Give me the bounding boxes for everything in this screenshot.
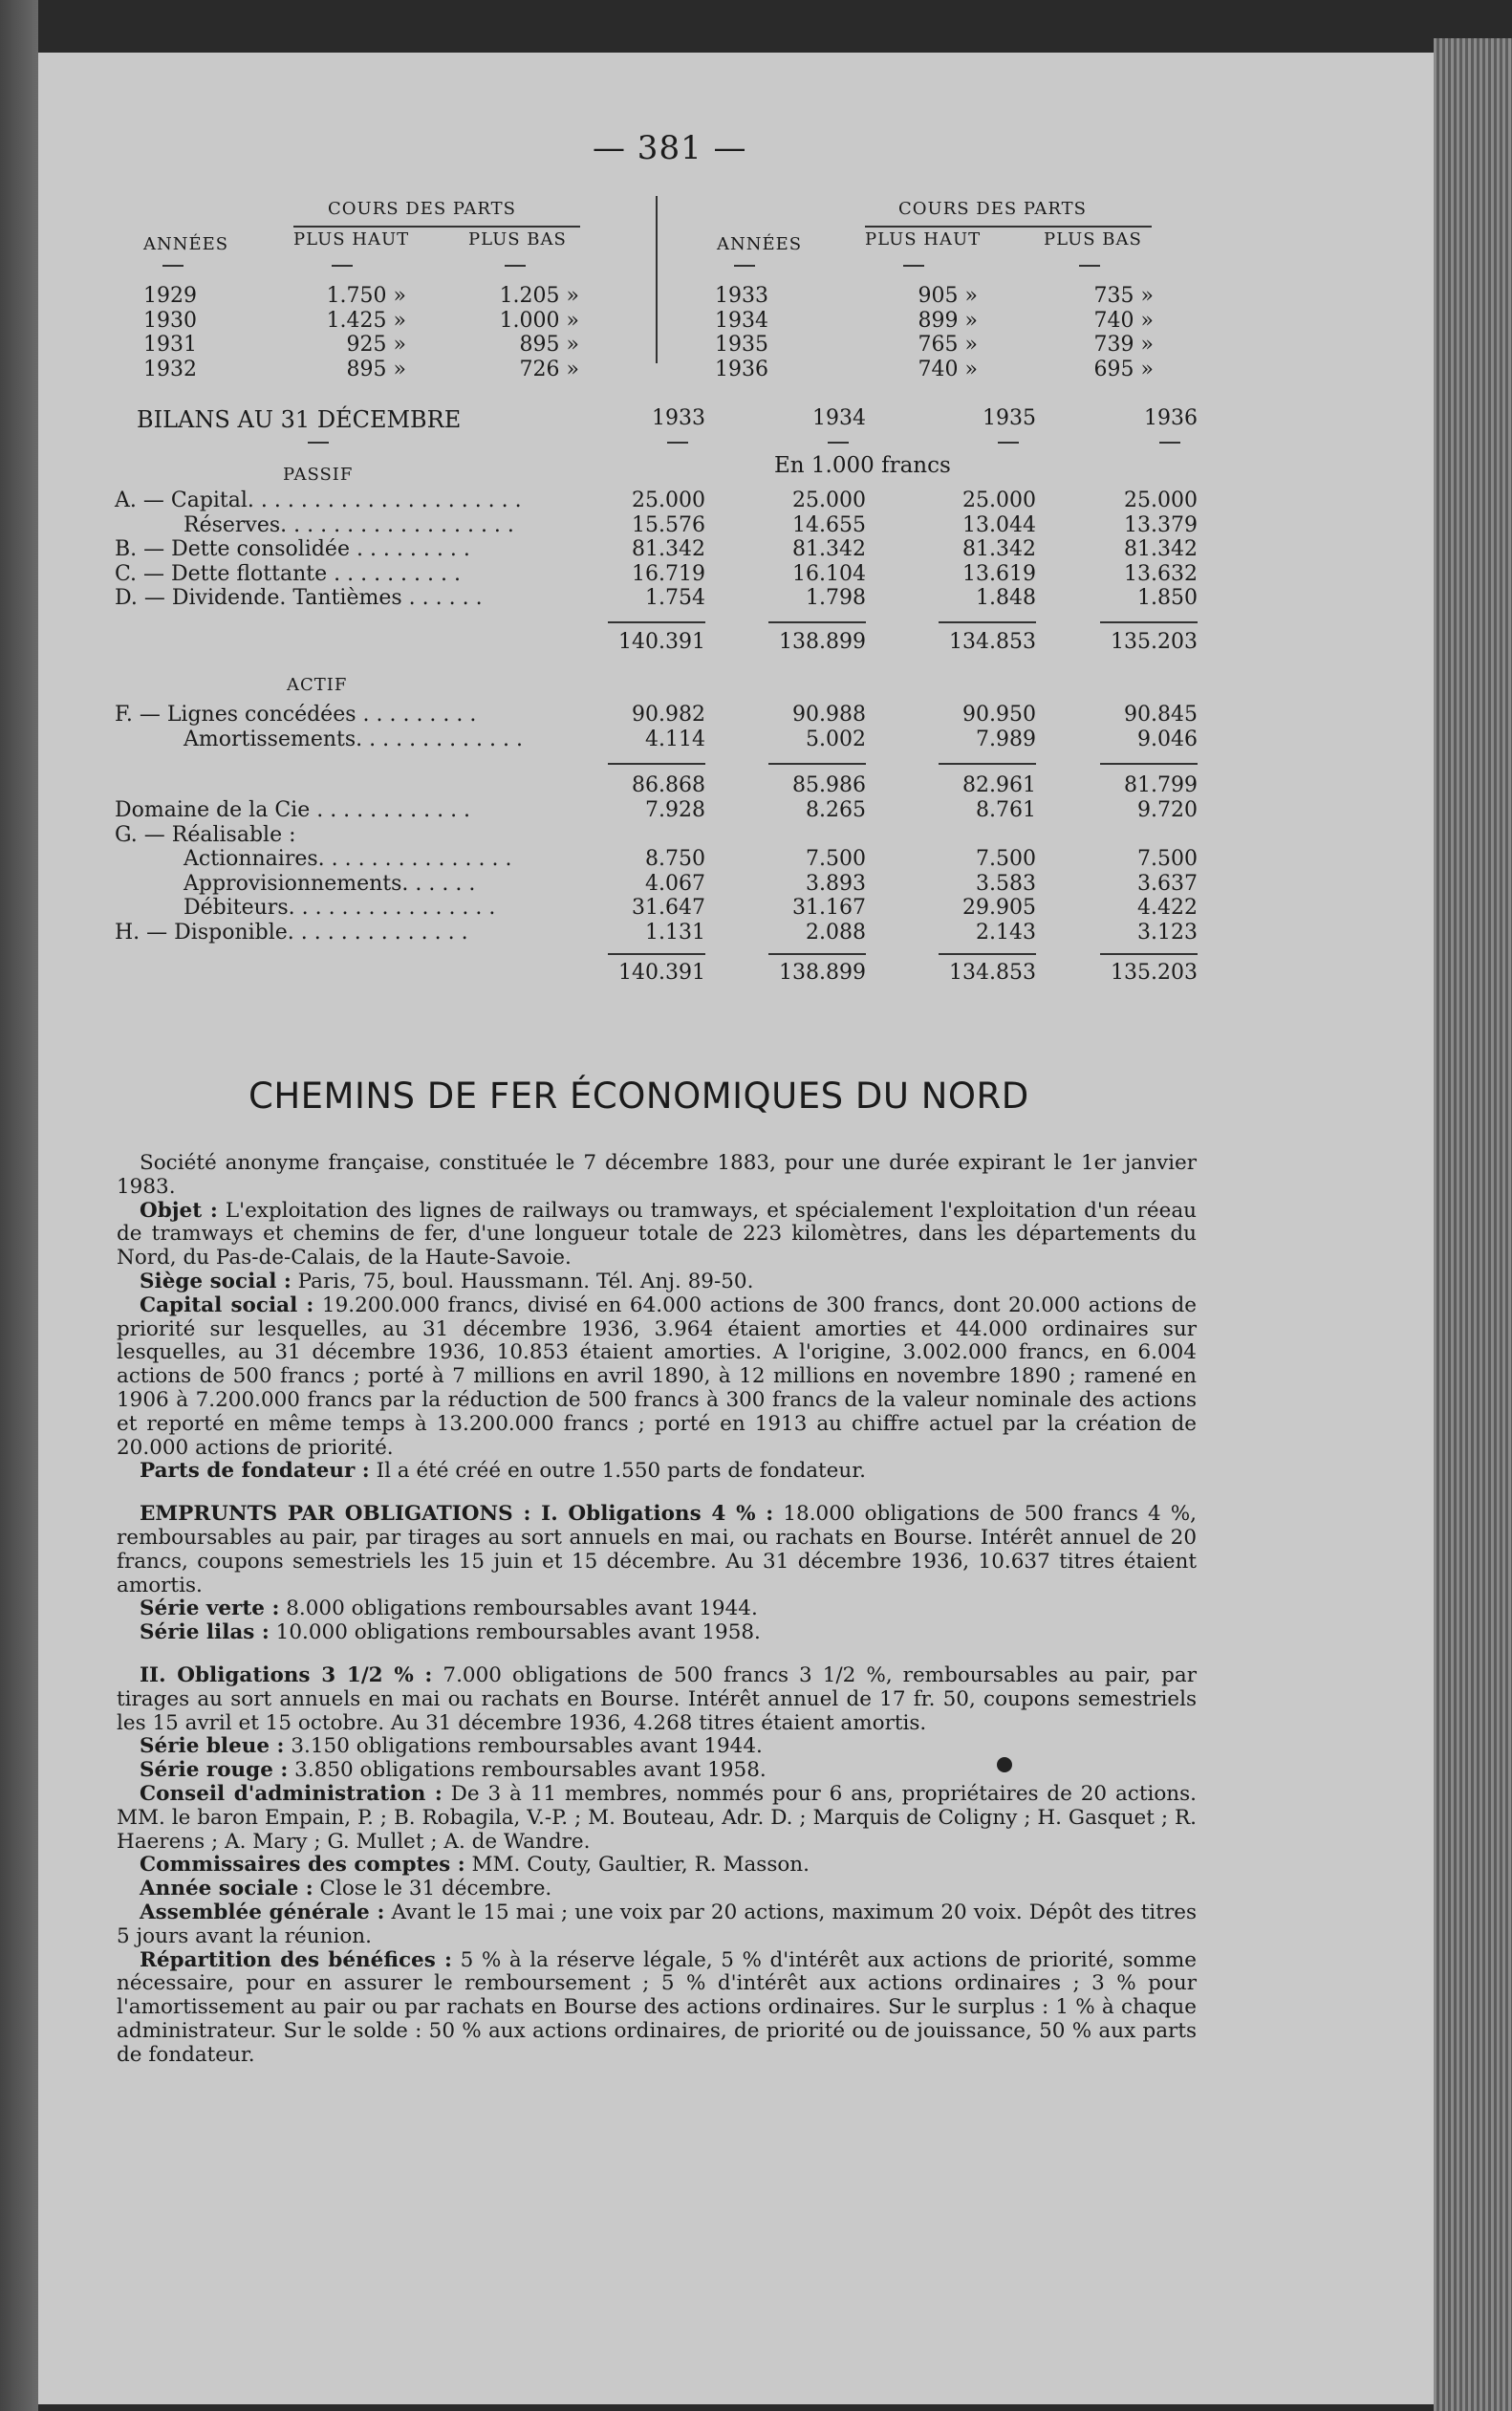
row-value: 9.046 [1137,727,1198,751]
passif-total: 138.899 [779,630,866,654]
price-low: 695 » [1093,357,1154,381]
company-title: CHEMINS DE FER ÉCONOMIQUES DU NORD [248,1075,1029,1117]
paragraph-text: De 3 à 11 membres, nommés pour 6 ans, propriétaires de 20 actions. MM. le baron Empain, P. ; B. Robagila, V.-P. ; M. Bouteau, Adr. D. ; Marquis de Coligny ; H. Gasquet ; R. Haerens ; A. Mary ; G. Mullet ; A. de Wandre. [117,1781,1197,1854]
header-dash [734,265,755,267]
paragraph-text: 3.850 obligations remboursables avant 1958. [288,1758,767,1783]
sum-rule [939,621,1036,623]
actif-total: 138.899 [779,961,866,985]
price-year: 1932 [143,357,197,381]
price-low: 726 » [519,357,579,381]
paragraph-text: Close le 31 décembre. [313,1877,552,1901]
row-value: 25.000 [792,489,866,512]
price-high: 765 » [918,333,978,357]
sum-rule [768,763,866,765]
paragraph [117,1597,1197,1621]
row-value: 8.761 [976,798,1036,822]
col-header-high: PLUS HAUT [293,229,410,250]
row-value: 7.989 [976,727,1036,751]
paragraph-text: 10.000 obligations remboursables avant 1958. [269,1620,761,1645]
row-value: 90.982 [632,703,705,727]
page-spot [997,1757,1012,1772]
year-dash [1159,442,1180,444]
paragraph-lead: EMPRUNTS PAR OBLIGATIONS : I. Obligations 4 % : [140,1502,774,1527]
paragraph-lead: Répartition des bénéfices : [140,1947,452,1972]
row-label: Domaine de la Cie . . . . . . . . . . . . [115,798,471,822]
price-group-header: COURS DES PARTS [898,199,1087,219]
row-value: 7.928 [645,798,705,822]
row-value: 31.167 [792,896,866,920]
price-high: 899 » [918,308,978,333]
row-value: 13.632 [1124,561,1198,586]
sum-rule [939,763,1036,765]
price-high: 1.750 » [326,284,406,308]
price-year: 1935 [715,333,768,357]
paragraph-text: 5 % à la réserve légale, 5 % d'intérêt aux actions de priorité, somme nécessaire, pour en assurer le remboursement ; 5 % d'intérêt aux actions ordinaires ; 3 % pour l'amortissement au pair ou par rachats en Bourse des actions ordinaires. Sur le surplus : 1 % à chaque administrateur. Sur le solde : 50 % aux actions ordinaires, de priorité ou de jouissance, 50 % aux parts de fondateur. [117,1947,1197,2067]
year-dash [667,442,688,444]
sum-rule [608,621,705,623]
row-value: 1.850 [1137,586,1198,610]
paragraph [117,1152,1197,1200]
col-header-year: ANNÉES [143,234,229,254]
bilans-title: BILANS AU 31 DÉCEMBRE [137,406,462,433]
row-value: 25.000 [1124,489,1198,512]
row-label: Réserves. . . . . . . . . . . . . . . . . . [184,512,514,537]
paragraph-text: Il a été créé en outre 1.550 parts de fondateur. [369,1459,866,1484]
paragraph [117,1949,1197,2068]
book-gutter [0,0,38,2411]
row-value: 7.500 [806,847,866,871]
row-value: 3.893 [806,871,866,896]
paragraph [117,1878,1197,1901]
row-label: Approvisionnements. . . . . . [184,871,476,896]
row-value: 4.067 [645,871,705,896]
paragraph-lead: Assemblée générale : [140,1900,385,1924]
passif-header: PASSIF [283,465,354,485]
year-header: 1933 [652,406,705,430]
paragraph-lead: Année sociale : [140,1877,313,1901]
paragraph [117,1460,1197,1484]
row-value: 90.845 [1124,703,1198,727]
row-value: 8.750 [645,847,705,871]
paragraph [117,1854,1197,1878]
row-value: 2.088 [806,920,866,945]
sum-rule [939,953,1036,955]
paragraph-text: Avant le 15 mai ; une voix par 20 actions, maximum 20 voix. Dépôt des titres 5 jours avant la réunion. [117,1900,1197,1948]
row-value: 8.265 [806,798,866,822]
row-value: 25.000 [962,489,1036,512]
paragraph [117,1503,1197,1597]
header-dash [1079,265,1100,267]
paragraph-text: MM. Couty, Gaultier, R. Masson. [464,1853,810,1878]
paragraph-lead: Série rouge : [140,1758,289,1783]
row-label: D. — Dividende. Tantièmes . . . . . . [115,586,483,610]
sum-rule [1100,953,1198,955]
sum-rule [608,763,705,765]
price-low: 740 » [1093,308,1154,333]
paragraph-text: 7.000 obligations de 500 francs 3 1/2 %, remboursables au pair, par tirages au sort annuels en mai ou rachats en Bourse. Intérêt annuel de 17 fr. 50, coupons semestriels les 15 avril et 15 octobre. Au 31 décembre 1936, 4.268 titres étaient amortis. [117,1662,1197,1735]
row-value: 3.637 [1137,871,1198,896]
paragraph [117,1664,1197,1735]
price-year: 1929 [143,284,197,308]
unit-label: En 1.000 francs [774,453,951,478]
col-header-high: PLUS HAUT [865,229,982,250]
paragraph [117,1271,1197,1294]
paragraph-lead: Objet : [140,1198,218,1223]
row-value: 1.754 [645,586,705,610]
paragraph-lead: Siège social : [140,1269,292,1293]
price-low: 1.205 » [499,284,579,308]
paragraph-lead: Série verte : [140,1596,280,1621]
page-edges [1434,38,1512,2411]
row-label: Actionnaires. . . . . . . . . . . . . . . [184,847,512,871]
actif-subtotal: 81.799 [1124,773,1198,797]
price-low: 735 » [1093,284,1154,308]
row-value: 2.143 [976,920,1036,945]
price-year: 1936 [715,357,768,381]
price-group-header: COURS DES PARTS [328,199,516,219]
row-value: 31.647 [632,896,705,920]
price-high: 740 » [918,357,978,381]
paragraph [117,1200,1197,1271]
actif-total: 134.853 [949,961,1036,985]
paragraph-lead: Série bleue : [140,1734,285,1759]
price-low: 1.000 » [499,308,579,333]
row-value: 81.342 [632,537,705,561]
header-dash [332,265,353,267]
paragraph-text: 3.150 obligations remboursables avant 1944. [284,1734,763,1759]
row-value: 15.576 [632,512,705,537]
paragraph [117,1901,1197,1949]
sum-rule [768,953,866,955]
paragraph-lead: Série lilas : [140,1620,270,1645]
row-label: G. — Réalisable : [115,822,296,847]
row-value: 4.422 [1137,896,1198,920]
page-number: — 381 — [593,129,747,167]
paragraph-text: Paris, 75, boul. Haussmann. Tél. Anj. 89-50. [291,1269,754,1293]
company-description [117,1152,1197,2067]
row-value: 81.342 [792,537,866,561]
paragraph-lead: Conseil d'administration : [140,1781,443,1806]
sum-rule [1100,621,1198,623]
row-value: 9.720 [1137,798,1198,822]
row-label: H. — Disponible. . . . . . . . . . . . . . [115,920,468,945]
sum-rule [1100,763,1198,765]
price-high: 905 » [918,284,978,308]
row-value: 90.950 [962,703,1036,727]
row-value: 3.583 [976,871,1036,896]
col-header-low: PLUS BAS [468,229,567,250]
actif-subtotal: 86.868 [632,773,705,797]
row-value: 4.114 [645,727,705,751]
row-value: 90.988 [792,703,866,727]
row-label: A. — Capital. . . . . . . . . . . . . . . . . . . . . [115,489,522,512]
header-rule [865,226,1152,228]
passif-total: 134.853 [949,630,1036,654]
row-value: 29.905 [962,896,1036,920]
row-value: 14.655 [792,512,866,537]
table-divider [656,196,658,363]
col-header-year: ANNÉES [717,234,803,254]
paragraph-text: 19.200.000 francs, divisé en 64.000 actions de 300 francs, dont 20.000 actions de priorité sur lesquelles, au 31 décembre 1936, 3.964 étaient amorties et 44.000 ordinaires sur lesquelles, au 31 décembre 1936, 10.853 étaient amorties. A l'origine, 3.002.000 francs, en 6.004 actions de 500 francs ; porté à 7 millions en avril 1890, à 12 millions en novembre 1890 ; ramené en 1906 à 7.200.000 francs par la réduction de 500 francs à 300 francs de la valeur nominale des actions et reporté en même temps à 13.200.000 francs ; porté en 1913 au chiffre actuel par la création de 20.000 actions de priorité. [117,1292,1197,1460]
paragraph [117,1759,1197,1783]
paragraph-lead: Parts de fondateur : [140,1459,370,1484]
row-value: 25.000 [632,489,705,512]
passif-total: 140.391 [618,630,705,654]
paragraph [117,1294,1197,1461]
header-rule [293,226,580,228]
row-label: Débiteurs. . . . . . . . . . . . . . . . [184,896,496,920]
row-label: F. — Lignes concédées . . . . . . . . . [115,703,477,727]
actif-total: 135.203 [1111,961,1198,985]
price-year: 1930 [143,308,197,333]
row-label: Amortissements. . . . . . . . . . . . . [184,727,523,751]
year-header: 1936 [1144,406,1198,430]
actif-total: 140.391 [618,961,705,985]
price-high: 925 » [346,333,406,357]
paragraph-text: 18.000 obligations de 500 francs 4 %, remboursables au pair, par tirages au sort annuels en mai, ou rachats en Bourse. Intérêt annuel de 20 francs, coupons semestriels les 15 juin et 15 décembre. Au 31 décembre 1936, 10.637 titres étaient amortis. [117,1502,1197,1597]
header-dash [162,265,184,267]
row-value: 13.619 [962,561,1036,586]
row-value: 16.104 [792,561,866,586]
header-dash [903,265,924,267]
row-label: C. — Dette flottante . . . . . . . . . . [115,561,461,586]
row-value: 7.500 [976,847,1036,871]
paragraph-text: 8.000 obligations remboursables avant 1944. [279,1596,758,1621]
paragraph-lead: Commissaires des comptes : [140,1853,465,1878]
paragraph [117,1783,1197,1854]
year-dash [828,442,849,444]
year-header: 1934 [812,406,866,430]
row-value: 81.342 [962,537,1036,561]
sum-rule [608,953,705,955]
row-label: B. — Dette consolidée . . . . . . . . . [115,537,470,561]
year-header: 1935 [983,406,1036,430]
row-value: 3.123 [1137,920,1198,945]
title-dash [308,442,329,444]
paragraph [117,1735,1197,1759]
price-high: 895 » [346,357,406,381]
col-header-low: PLUS BAS [1044,229,1142,250]
price-high: 1.425 » [326,308,406,333]
price-low: 895 » [519,333,579,357]
row-value: 1.131 [645,920,705,945]
paragraph-text: Société anonyme française, constituée le 7 décembre 1883, pour une durée expirant le 1er janvier 1983. [117,1151,1197,1199]
passif-total: 135.203 [1111,630,1198,654]
header-dash [505,265,526,267]
row-value: 1.798 [806,586,866,610]
actif-subtotal: 85.986 [792,773,866,797]
actif-header: ACTIF [287,675,348,695]
price-low: 739 » [1093,333,1154,357]
row-value: 13.044 [962,512,1036,537]
year-dash [998,442,1019,444]
row-value: 1.848 [976,586,1036,610]
price-year: 1933 [715,284,768,308]
row-value: 5.002 [806,727,866,751]
paragraph-lead: II. Obligations 3 1/2 % : [140,1662,433,1687]
price-year: 1931 [143,333,197,357]
paragraph [117,1621,1197,1645]
row-value: 13.379 [1124,512,1198,537]
row-value: 16.719 [632,561,705,586]
sum-rule [768,621,866,623]
row-value: 81.342 [1124,537,1198,561]
price-year: 1934 [715,308,768,333]
paragraph-lead: Capital social : [140,1292,314,1317]
actif-subtotal: 82.961 [962,773,1036,797]
row-value: 7.500 [1137,847,1198,871]
paragraph-text: L'exploitation des lignes de railways ou tramways, et spécialement l'exploitation d'un réeau de tramways et chemins de fer, d'une longueur totale de 223 kilomètres, dans les départements du Nord, du Pas-de-Calais, de la Haute-Savoie. [117,1198,1198,1271]
